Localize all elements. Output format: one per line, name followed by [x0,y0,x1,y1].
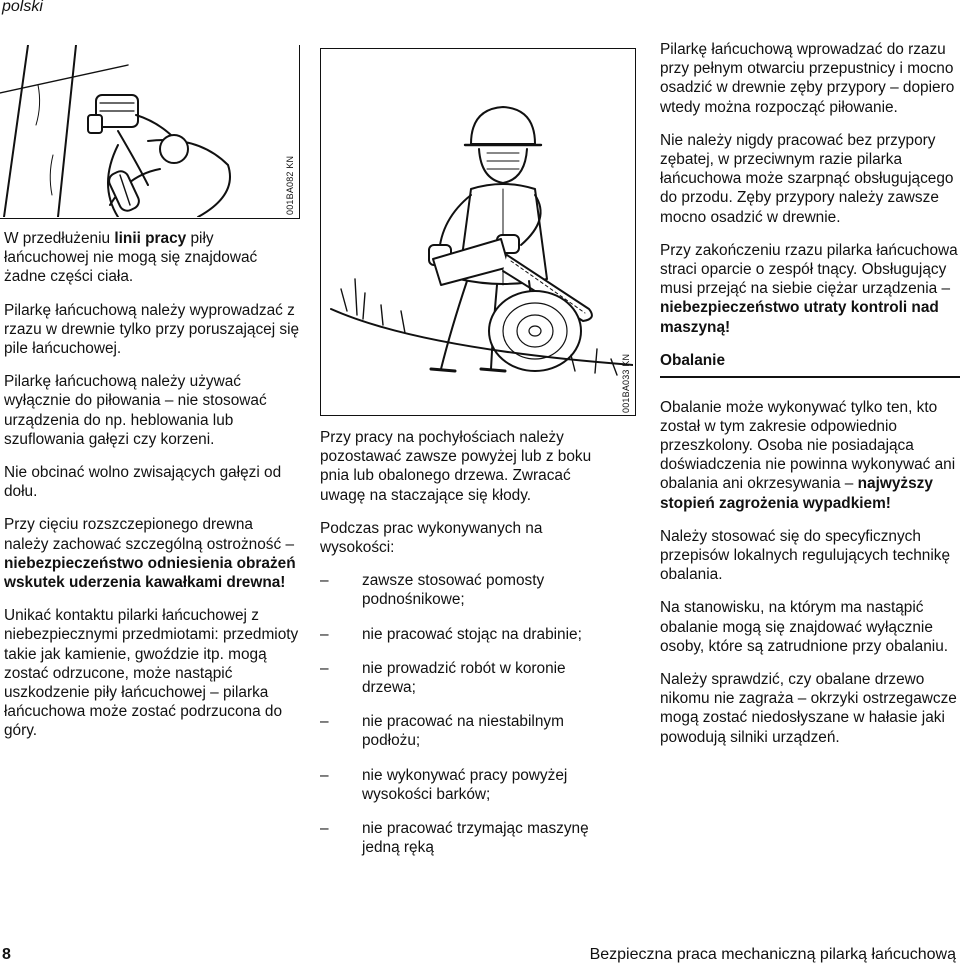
list-item-text: nie wykonywać pracy powyżej wysokości barków; [362,766,568,803]
list-item [320,659,612,697]
paragraph-felling-training [660,398,960,513]
text: W przedłużeniu [4,230,115,247]
section-heading [660,351,960,378]
text: Obalanie może wykonywać tylko ten, kto został w tym zakresie odpowiednio przeszkolony. Osoba nie posiadająca doświadczenia nie powinna wykonywać ani obalania ani okrzesywania – [660,398,956,493]
paragraph-end-cut [660,241,960,337]
paragraph-work-line [4,229,300,287]
paragraph-insert-saw: Pilarkę łańcuchową wprowadzać do rzazu przy pełnym otwarciu przepustnicy i mocno osadzić w drewnie zęby przypory – dopiero wtedy można rozpocząć piłowanie. [660,41,955,116]
paragraph-height-intro: Podczas prac wykonywanych na wysokości: [320,519,543,557]
column-right [660,40,960,761]
figure-slope-cutting [320,48,636,416]
text-bold: niebezpieczeństwo utraty kontroli nad maszyną! [660,299,939,336]
tree-cutting-illustration [0,45,298,217]
list-item-text: nie pracować na niestabilnym podłożu; [362,713,564,750]
dash: – [320,572,329,590]
column-left [4,229,300,755]
figure-tree-cutting [0,45,300,219]
paragraph-dangerous-objects: Unikać kontaktu pilarki łańcuchowej z niebezpiecznymi przedmiotami: przedmioty takie jak kamienie, gwoździe itp. mogą zostać odrzucone, może nastąpić uszkodzenie piły łańcuchowej – pilarka łańcuchowa może zostać podrzucona do góry. [4,607,299,740]
text: Przy cięciu rozszczepionego drewna należy zachować szczególną ostrożność – [4,516,295,553]
slope-cutting-illustration [321,49,633,413]
dash: – [320,766,329,784]
text-bold: linii pracy [114,230,187,247]
list-item [320,712,612,750]
dash: – [320,659,329,677]
column-middle [320,428,612,872]
paragraph-felling-site: Na stanowisku, na którym ma nastąpić obalanie mogą się znajdować wyłącznie osoby, które są zatrudnione przy obalaniu. [660,599,949,655]
list-item [320,571,612,609]
list-item-text: nie pracować trzymając maszynę jedną ręką [362,820,589,857]
list-item-text: nie prowadzić robót w koronie drzewa; [362,659,566,697]
section-heading-text: Obalanie [660,351,726,369]
paragraph-check-tree: Należy sprawdzić, czy obalane drzewo nikomu nie zagraża – okrzyki ostrzegawcze mogą zostać niedosłyszane w hałasie jaki powodują silniki urządzeń. [660,671,957,746]
paragraph-spike: Nie należy nigdy pracować bez przypory zębatej, w przeciwnym razie pilarka łańcuchowa może szarpnąć obsługującego do przodu. Zęby przypory należy zawsze mocno osadzić w drewnie. [660,131,954,226]
list-item [320,766,612,804]
figure-code: 001BA082 KN [285,155,295,215]
footer-title: Bezpieczna praca mechaniczną pilarką łańcuchową [589,946,956,963]
list-item [320,819,612,857]
list-item [320,625,612,644]
dash: – [320,625,329,643]
list-item-text: zawsze stosować pomosty podnośnikowe; [362,572,545,609]
dash: – [320,820,329,838]
text: piły łańcuchowej nie mogą się znajdować żadne części ciała. [4,230,258,286]
dash: – [320,713,329,731]
text-bold: najwyższy stopień zagrożenia wypadkiem! [660,475,933,512]
paragraph-withdraw-saw: Pilarkę łańcuchową należy wyprowadzać z rzazu w drewnie tylko przy poruszającej się pile łańcuchowej. [4,301,300,358]
paragraph-local-rules: Należy stosować się do specyficznych przepisów lokalnych regulujących technikę obalania. [660,527,951,584]
paragraph-hanging-branches: Nie obcinać wolno zwisających gałęzi od dołu. [4,464,282,501]
height-rules-list [320,571,612,857]
language-label: polski [2,0,43,15]
page-number: 8 [2,946,11,963]
paragraph-cutting-only: Pilarkę łańcuchową należy używać wyłącznie do piłowania – nie stosować urządzenia do np. heblowania lub szuflowania gałęzi czy korzeni. [4,373,267,448]
text-bold: niebezpieczeństwo odniesienia obrażeń wskutek uderzenia kawałkami drewna! [4,554,296,592]
paragraph-slopes: Przy pracy na pochyłościach należy pozostawać zawsze powyżej lub z boku pnia lub obalonego drzewa. Zwracać uwagę na staczające się kłody. [320,429,592,504]
paragraph-split-wood [4,515,300,592]
list-item-text: nie pracować stojąc na drabinie; [362,625,582,643]
heading-rule [660,376,960,378]
figure-code: 001BA033 KN [621,353,631,413]
text: Przy zakończeniu rzazu pilarka łańcuchowa straci oparcie o zespół tnący. Obsługujący musi przejąć na siebie ciężar urządzenia – [660,241,958,298]
